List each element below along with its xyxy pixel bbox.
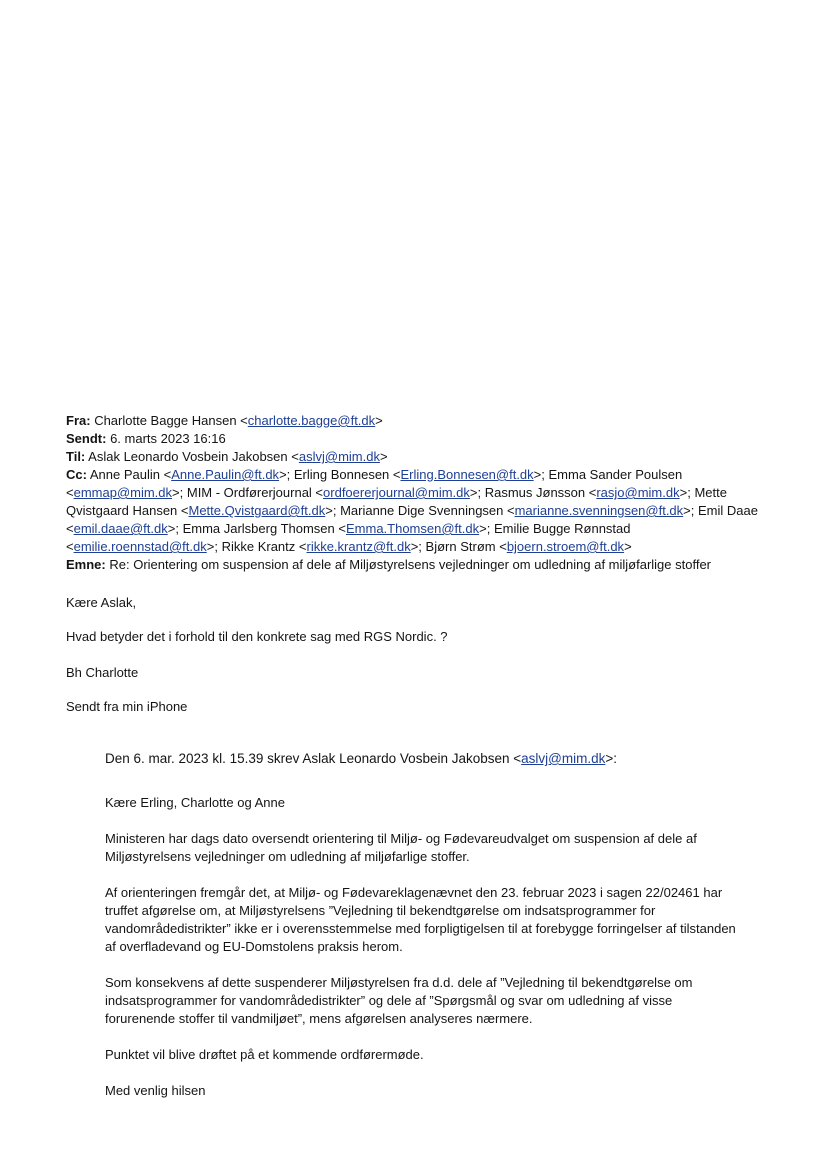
cc-recipient-close: > xyxy=(624,539,632,554)
subject-value: Re: Orientering om suspension af dele af Miljøstyrelsens vejledninger om udledning af miljøfarlige stoffer xyxy=(109,557,712,572)
cc-recipient-email-link[interactable]: bjoern.stroem@ft.dk xyxy=(506,539,625,554)
quote-lead-suffix: >: xyxy=(605,751,617,766)
email-header xyxy=(66,412,766,574)
from-line xyxy=(66,412,766,430)
cc-recipient-close: >; xyxy=(410,539,426,554)
cc-recipient-name: Emma Jarlsberg Thomsen < xyxy=(182,521,346,536)
quoted-message xyxy=(105,750,745,1118)
quote-header xyxy=(105,750,745,768)
cc-recipient-email-link[interactable]: ordfoererjournal@mim.dk xyxy=(323,485,470,500)
to-name: Aslak Leonardo Vosbein Jakobsen < xyxy=(88,449,299,464)
quote-lead-prefix: Den 6. mar. 2023 kl. 15.39 skrev Aslak Leonardo Vosbein Jakobsen < xyxy=(105,751,522,766)
cc-recipient-name: Erling Bonnesen < xyxy=(293,467,401,482)
cc-recipient-name: Anne Paulin < xyxy=(89,467,172,482)
cc-recipient-name: Bjørn Strøm < xyxy=(425,539,507,554)
cc-recipient-close: >; xyxy=(167,521,183,536)
reply-sent-from: Sendt fra min iPhone xyxy=(66,699,188,714)
cc-recipient-name: Marianne Dige Svenningsen < xyxy=(340,503,515,518)
quote-greeting: Kære Erling, Charlotte og Anne xyxy=(105,795,285,810)
cc-list xyxy=(66,467,758,554)
cc-recipient-close: >; xyxy=(279,467,294,482)
cc-recipient-email-link[interactable]: Mette.Qvistgaard@ft.dk xyxy=(188,503,326,518)
cc-recipient-name: Rasmus Jønsson < xyxy=(484,485,597,500)
cc-recipient-close: >; xyxy=(479,521,494,536)
from-label: Fra: xyxy=(66,413,91,428)
cc-recipient-email-link[interactable]: rasjo@mim.dk xyxy=(596,485,680,500)
quote-paragraph-1: Ministeren har dags dato oversendt orientering til Miljø- og Fødevareudvalget om suspension af dele af Miljøstyrelsens vejledninger om udledning af miljøfarlige stoffer. xyxy=(105,831,697,864)
quote-closing: Med venlig hilsen xyxy=(105,1083,206,1098)
cc-recipient-email-link[interactable]: emilie.roennstad@ft.dk xyxy=(73,539,207,554)
cc-recipient-close: >; xyxy=(683,503,698,518)
sent-value: 6. marts 2023 16:16 xyxy=(110,431,226,446)
cc-recipient-name: Emil Daae < xyxy=(66,503,758,536)
cc-recipient-name: Mette Qvistgaard Hansen < xyxy=(66,485,727,518)
from-close: > xyxy=(375,413,383,428)
cc-recipient-name: Emilie Bugge Rønnstad < xyxy=(66,521,631,554)
sent-line xyxy=(66,430,766,448)
cc-recipient-email-link[interactable]: Anne.Paulin@ft.dk xyxy=(171,467,280,482)
from-email-link[interactable]: charlotte.bagge@ft.dk xyxy=(247,413,376,428)
cc-recipient-email-link[interactable]: emmap@mim.dk xyxy=(73,485,173,500)
subject-line xyxy=(66,556,766,574)
cc-recipient-email-link[interactable]: Emma.Thomsen@ft.dk xyxy=(345,521,480,536)
reply-signoff: Bh Charlotte xyxy=(66,665,139,680)
to-line xyxy=(66,448,766,466)
cc-recipient-close: >; xyxy=(172,485,187,500)
quote-paragraph-4: Punktet vil blive drøftet på et kommende ordførermøde. xyxy=(105,1047,424,1062)
from-name: Charlotte Bagge Hansen < xyxy=(94,413,248,428)
cc-line xyxy=(66,466,766,556)
reply-greeting: Kære Aslak, xyxy=(66,595,137,610)
cc-recipient-name: Emma Sander Poulsen < xyxy=(66,467,683,500)
sent-label: Sendt: xyxy=(66,431,107,446)
subject-label: Emne: xyxy=(66,557,106,572)
quote-lead-email-link[interactable]: aslvj@mim.dk xyxy=(521,751,606,766)
cc-recipient-close: >; xyxy=(679,485,695,500)
quote-paragraph-2: Af orienteringen fremgår det, at Miljø- og Fødevareklagenævnet den 23. februar 2023 i sagen 22/02461 har truffet afgørelse om, at Miljøstyrelsens ”Vejledning til bekendtgørelse om indsatsprogrammer for vandområdedistrikter” ikke er i overensstemmelse med forpligtigelsen til at forebygge forringelser af tilstanden af overfladevand og EU-Domstolens praksis herom. xyxy=(105,885,736,954)
reply-question: Hvad betyder det i forhold til den konkrete sag med RGS Nordic. ? xyxy=(66,629,448,644)
cc-recipient-close: >; xyxy=(206,539,222,554)
reply-body xyxy=(66,594,766,732)
cc-recipient-email-link[interactable]: Erling.Bonnesen@ft.dk xyxy=(400,467,534,482)
cc-recipient-close: >; xyxy=(469,485,485,500)
cc-recipient-close: >; xyxy=(325,503,341,518)
cc-recipient-email-link[interactable]: marianne.svenningsen@ft.dk xyxy=(514,503,684,518)
cc-recipient-close: >; xyxy=(533,467,549,482)
to-email-link[interactable]: aslvj@mim.dk xyxy=(298,449,380,464)
to-close: > xyxy=(379,449,388,464)
cc-recipient-name: Rikke Krantz < xyxy=(221,539,307,554)
to-label: Til: xyxy=(66,449,86,464)
cc-recipient-email-link[interactable]: rikke.krantz@ft.dk xyxy=(306,539,411,554)
cc-recipient-email-link[interactable]: emil.daae@ft.dk xyxy=(73,521,168,536)
quote-paragraph-3: Som konsekvens af dette suspenderer Miljøstyrelsen fra d.d. dele af ”Vejledning til bekendtgørelse om indsatsprogrammer for vandområdedistrikter” og dele af ”Spørgsmål og svar om udledning af visse forurenende stoffer til vandmiljøet”, mens afgørelsen analyseres nærmere. xyxy=(105,975,693,1026)
cc-label: Cc: xyxy=(66,467,87,482)
cc-recipient-name: MIM - Ordførerjournal < xyxy=(186,485,324,500)
